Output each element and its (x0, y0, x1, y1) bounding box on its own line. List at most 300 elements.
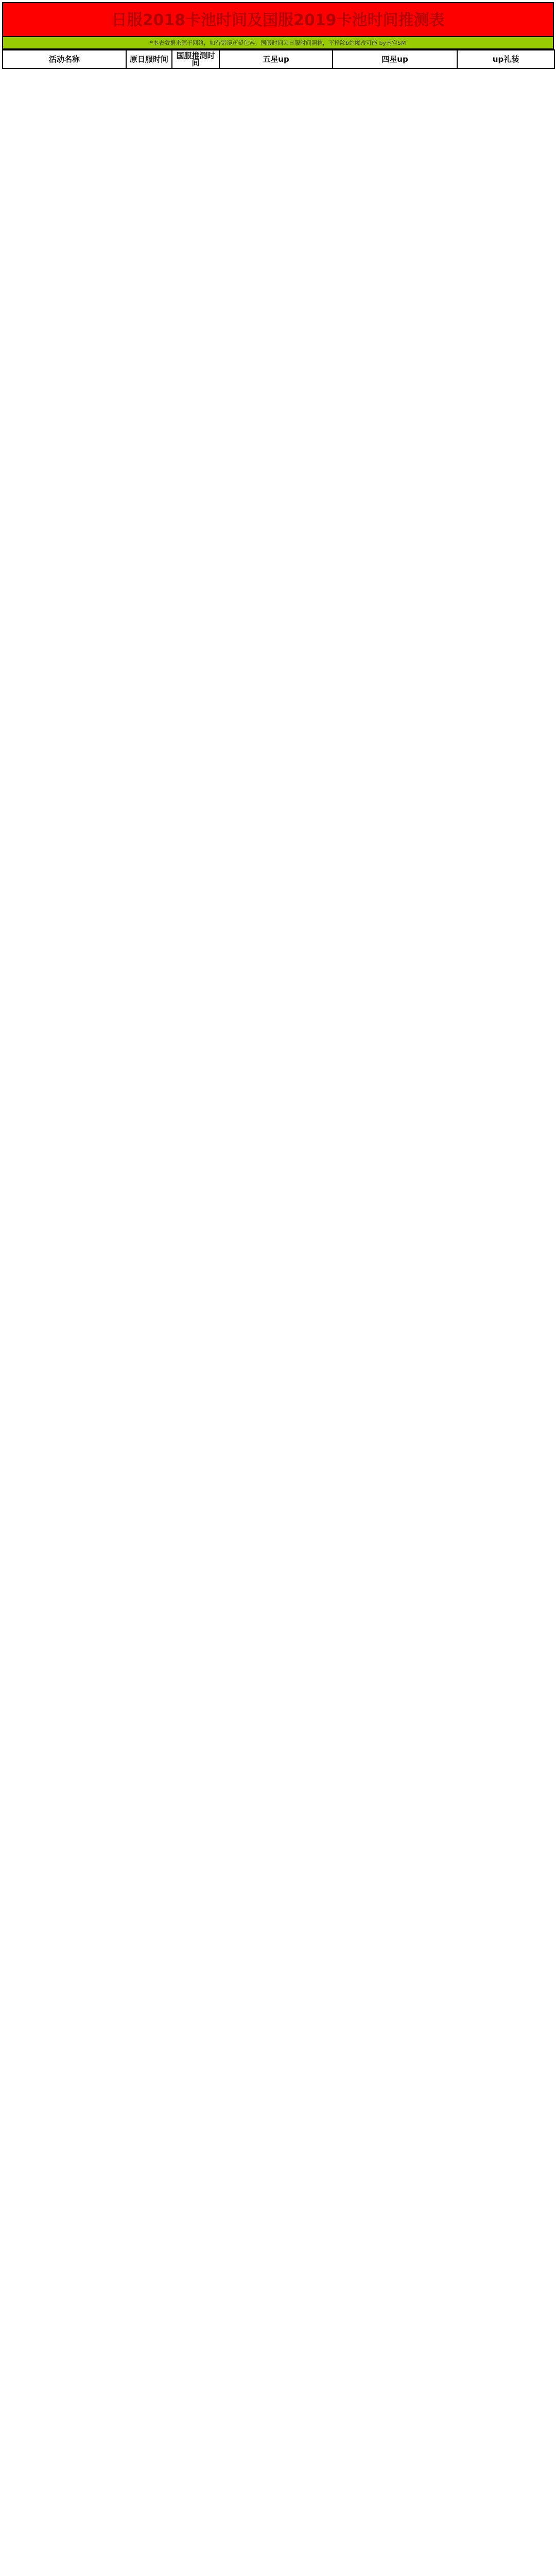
table-row (3, 1170, 554, 1178)
table-row (3, 709, 554, 718)
table-row (3, 1893, 554, 1902)
table-row (3, 890, 554, 899)
table-row (3, 1137, 554, 1145)
table-row (3, 397, 554, 405)
table-row (3, 200, 554, 208)
table-row (3, 1433, 554, 1441)
table-row (3, 1515, 554, 1523)
table-row (3, 1885, 554, 1893)
table-row (3, 1046, 554, 1055)
table-row (3, 1910, 554, 1918)
table-row (3, 2428, 554, 2436)
table-row (3, 1778, 554, 1786)
table-row (3, 134, 554, 143)
table-row (3, 767, 554, 775)
table-row (3, 1334, 554, 1343)
table-row (3, 1663, 554, 1671)
table-row (3, 2107, 554, 2115)
table-row (3, 931, 554, 940)
table-row (3, 151, 554, 159)
table-body (3, 69, 554, 2576)
table-row (3, 69, 554, 77)
table-row (3, 1260, 554, 1268)
table-row (3, 2181, 554, 2189)
table-row (3, 324, 554, 340)
table-row (3, 1449, 554, 1458)
table-row (3, 1959, 554, 1967)
table-row (3, 800, 554, 808)
table-row (3, 1392, 554, 1400)
table-row (3, 1844, 554, 1852)
table-row (3, 1441, 554, 1449)
table-row (3, 2493, 554, 2501)
table-row (3, 496, 554, 504)
table-row (3, 1877, 554, 1885)
table-row (3, 858, 554, 866)
table-row (3, 2419, 554, 2428)
table-row (3, 1737, 554, 1745)
table-row (3, 2271, 554, 2279)
table-row (3, 734, 554, 742)
table-row (3, 619, 554, 628)
table-row (3, 1753, 554, 1761)
table-row (3, 2460, 554, 2468)
table-row (3, 183, 554, 192)
table-row (3, 701, 554, 709)
table-row (3, 2337, 554, 2345)
table-row (3, 1869, 554, 1877)
table-row (3, 1622, 554, 1630)
header-five-star: 五星up (219, 50, 333, 69)
table-row (3, 1359, 554, 1367)
table-row (3, 660, 554, 669)
table-row (3, 2140, 554, 2148)
table-row (3, 866, 554, 874)
table-row (3, 923, 554, 931)
table-row (3, 512, 554, 520)
table-row (3, 1376, 554, 1384)
table-row (3, 808, 554, 817)
table-row (3, 997, 554, 1006)
table-row (3, 1704, 554, 1713)
table-row (3, 1154, 554, 1162)
table-row (3, 948, 554, 956)
table-row (3, 964, 554, 973)
table-row (3, 2296, 554, 2304)
table-row (3, 1014, 554, 1022)
table-row (3, 1203, 554, 1211)
table-row (3, 1614, 554, 1622)
table-row (3, 1310, 554, 1318)
table-row (3, 1326, 554, 1334)
table-row (3, 2395, 554, 2403)
table-row (3, 455, 554, 463)
table-row (3, 1671, 554, 1680)
table-row (3, 2370, 554, 2378)
table-row (3, 817, 554, 825)
table-row (3, 2436, 554, 2452)
table-row (3, 2082, 554, 2091)
table-row (3, 520, 554, 529)
table-row (3, 274, 554, 282)
table-row (3, 751, 554, 759)
table-row (3, 1219, 554, 1227)
table-row (3, 167, 554, 175)
table-row (3, 1540, 554, 1556)
table-row (3, 553, 554, 562)
table-row (3, 1597, 554, 1605)
table-row (3, 570, 554, 578)
table-row (3, 1926, 554, 1934)
table-row (3, 595, 554, 611)
table-row (3, 1301, 554, 1310)
table-row (3, 143, 554, 151)
table-row (3, 1458, 554, 1466)
table-row (3, 480, 554, 488)
table-row (3, 2033, 554, 2041)
table-row (3, 2320, 554, 2329)
table-row (3, 899, 554, 907)
table-row (3, 405, 554, 414)
table-row (3, 2008, 554, 2016)
table-row (3, 414, 554, 422)
table-row (3, 2074, 554, 2082)
table-row (3, 208, 554, 216)
table-row (3, 1195, 554, 1203)
table-row (3, 915, 554, 923)
table-row (3, 1688, 554, 1696)
header-ce: up礼装 (457, 50, 554, 69)
table-row (3, 1680, 554, 1688)
table-row (3, 1129, 554, 1137)
table-row (3, 685, 554, 693)
table-row (3, 175, 554, 183)
table-row (3, 2214, 554, 2222)
table-row (3, 2148, 554, 2156)
table-row (3, 1934, 554, 1942)
table-row (3, 1992, 554, 2000)
table-row (3, 726, 554, 734)
table-row (3, 529, 554, 537)
table-row (3, 2452, 554, 2460)
table-row (3, 2304, 554, 2312)
table-row (3, 1425, 554, 1433)
table-row (3, 299, 554, 307)
table-row (3, 1211, 554, 1219)
table-row (3, 628, 554, 636)
table-row (3, 2066, 554, 2074)
table-row (3, 118, 554, 126)
table-row (3, 101, 554, 110)
table-row (3, 1121, 554, 1129)
table-row (3, 2058, 554, 2066)
table-row (3, 718, 554, 726)
table-row (3, 1285, 554, 1293)
table-row (3, 1761, 554, 1770)
table-row (3, 1860, 554, 1869)
table-row (3, 2123, 554, 2131)
table-row (3, 759, 554, 767)
table-row (3, 381, 554, 389)
header-row (3, 50, 554, 69)
table-row (3, 1589, 554, 1597)
table-row (3, 389, 554, 397)
table-row (3, 216, 554, 233)
table-row (3, 973, 554, 981)
table-row (3, 2287, 554, 2296)
table-row (3, 833, 554, 850)
table-row (3, 1605, 554, 1614)
table-row (3, 545, 554, 553)
table-row (3, 784, 554, 792)
table-row (3, 364, 554, 372)
table-row (3, 1187, 554, 1195)
table-row (3, 348, 554, 356)
table-row (3, 315, 554, 324)
table-row (3, 1416, 554, 1425)
table-row (3, 1367, 554, 1376)
table-row (3, 981, 554, 989)
table-row (3, 1030, 554, 1039)
table-row (3, 2403, 554, 2411)
table-row (3, 1096, 554, 1104)
table-row (3, 874, 554, 882)
table-row (3, 1655, 554, 1663)
table-row (3, 1770, 554, 1778)
table-row (3, 1811, 554, 1819)
table-row (3, 1400, 554, 1408)
table-row (3, 2115, 554, 2123)
table-row (3, 2543, 554, 2551)
table-row (3, 1408, 554, 1416)
table-row (3, 1713, 554, 1721)
table-row (3, 792, 554, 800)
table-row (3, 1794, 554, 1803)
table-row (3, 126, 554, 134)
table-row (3, 258, 554, 266)
table-row (3, 430, 554, 438)
table-row (3, 2362, 554, 2370)
table-row (3, 2312, 554, 2320)
table-row (3, 1803, 554, 1811)
table-row (3, 2206, 554, 2214)
table-row (3, 2189, 554, 2197)
table-row (3, 307, 554, 315)
table-row (3, 1942, 554, 1951)
table-row (3, 2049, 554, 2058)
table-row (3, 1696, 554, 1704)
table-row (3, 1474, 554, 1482)
spreadsheet (2, 2, 554, 2576)
table-row (3, 463, 554, 471)
table-row (3, 2534, 554, 2543)
table-row (3, 2000, 554, 2008)
table-row (3, 1071, 554, 1079)
table-row (3, 1145, 554, 1154)
table-row (3, 2230, 554, 2239)
table-row (3, 1277, 554, 1285)
table-row (3, 693, 554, 701)
table-row (3, 1063, 554, 1071)
table-row (3, 2255, 554, 2263)
table-row (3, 241, 554, 249)
table-row (3, 742, 554, 751)
table-row (3, 1721, 554, 1729)
table-row (3, 907, 554, 915)
table-row (3, 2222, 554, 2230)
table-row (3, 93, 554, 101)
table-row (3, 1227, 554, 1235)
table-row (3, 1038, 554, 1046)
table-row (3, 1268, 554, 1277)
table-row (3, 2239, 554, 2247)
table-row (3, 1022, 554, 1030)
table-row (3, 2098, 554, 2107)
table-row (3, 2156, 554, 2164)
table-row (3, 1466, 554, 1474)
table-row (3, 1630, 554, 1638)
table-row (3, 2090, 554, 2098)
table-row (3, 2247, 554, 2255)
table-row (3, 882, 554, 890)
table-row (3, 1318, 554, 1326)
table-row (3, 1852, 554, 1860)
table-row (3, 249, 554, 258)
table-row (3, 1918, 554, 1926)
table-row (3, 422, 554, 430)
table-row (3, 372, 554, 381)
table-row (3, 1384, 554, 1392)
table-row (3, 1638, 554, 1647)
table-row (3, 1975, 554, 1984)
table-row (3, 2468, 554, 2477)
table-row (3, 562, 554, 570)
table-row (3, 1951, 554, 1959)
table-row (3, 2559, 554, 2567)
table-row (3, 2567, 554, 2575)
schedule-table (2, 49, 555, 2576)
table-row (3, 669, 554, 677)
table-row (3, 677, 554, 685)
table-row (3, 586, 554, 595)
table-row (3, 1178, 554, 1187)
table-row (3, 989, 554, 997)
table-row (3, 1647, 554, 1655)
table-row (3, 611, 554, 619)
table-row (3, 636, 554, 652)
table-row (3, 356, 554, 364)
table-row (3, 1293, 554, 1301)
table-row (3, 956, 554, 964)
table-row (3, 1745, 554, 1753)
sheet-title-text: 日服2018卡池时间及国服2019卡池时间推测表 (111, 11, 445, 29)
table-row (3, 825, 554, 833)
table-row (3, 1482, 554, 1490)
header-four-star: 四星up (333, 50, 457, 69)
table-row (3, 2345, 554, 2353)
table-row (3, 2501, 554, 2518)
table-row (3, 447, 554, 455)
table-row (3, 1572, 554, 1581)
table-row (3, 2485, 554, 2493)
header-jp-date: 原日服时间 (126, 50, 172, 69)
table-row (3, 1252, 554, 1260)
table-row (3, 1902, 554, 1910)
table-row (3, 77, 554, 85)
table-row (3, 1490, 554, 1499)
header-activity: 活动名称 (3, 50, 126, 69)
table-row (3, 192, 554, 200)
table-row (3, 652, 554, 660)
table-row (3, 159, 554, 167)
table-row (3, 1523, 554, 1532)
table-row (3, 1343, 554, 1351)
table-row (3, 110, 554, 118)
table-row (3, 850, 554, 858)
table-row (3, 2041, 554, 2049)
table-row (3, 488, 554, 496)
table-row (3, 2173, 554, 2181)
table-row (3, 282, 554, 299)
table-row (3, 1786, 554, 1794)
table-row (3, 438, 554, 447)
table-row (3, 2329, 554, 2337)
table-row (3, 504, 554, 513)
table-row (3, 2378, 554, 2386)
table-row (3, 1984, 554, 1992)
table-row (3, 775, 554, 784)
table-row (3, 1581, 554, 1589)
table-row (3, 471, 554, 480)
table-row (3, 2518, 554, 2534)
table-row (3, 2131, 554, 2140)
table-row (3, 2164, 554, 2173)
table-row (3, 2263, 554, 2271)
table-row (3, 1235, 554, 1244)
table-row (3, 2353, 554, 2362)
table-row (3, 1079, 554, 1088)
table-row (3, 1351, 554, 1359)
table-row (3, 940, 554, 948)
table-row (3, 1104, 554, 1112)
table-row (3, 1556, 554, 1573)
table-row (3, 1162, 554, 1170)
table-row (3, 266, 554, 274)
table-row (3, 1088, 554, 1096)
table-row (3, 1819, 554, 1827)
table-row (3, 340, 554, 348)
table-row (3, 2386, 554, 2395)
table-row (3, 2025, 554, 2033)
table-row (3, 1244, 554, 1252)
table-row (3, 1499, 554, 1507)
table-row (3, 2411, 554, 2419)
table-row (3, 2551, 554, 2559)
table-row (3, 233, 554, 241)
table-row (3, 85, 554, 93)
table-row (3, 1507, 554, 1515)
table-row (3, 1006, 554, 1014)
table-row (3, 1532, 554, 1540)
table-row (3, 2016, 554, 2025)
table-row (3, 2279, 554, 2287)
table-row (3, 578, 554, 586)
table-row (3, 1827, 554, 1836)
table-row (3, 1112, 554, 1121)
table-row (3, 1967, 554, 1975)
table-row (3, 1729, 554, 1737)
table-row (3, 2197, 554, 2206)
